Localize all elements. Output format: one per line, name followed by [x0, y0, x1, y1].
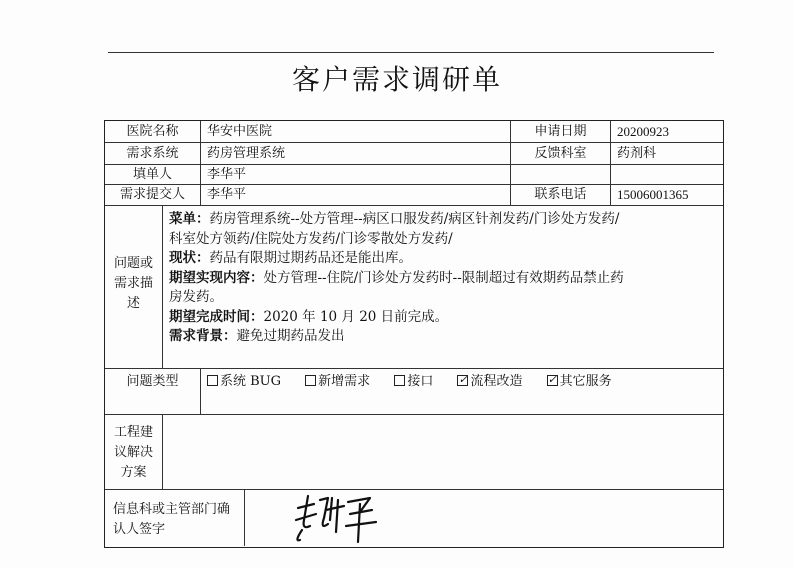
department-label: 反馈科室	[511, 143, 611, 165]
option-process-change[interactable]: ✓ 流程改造	[457, 374, 532, 389]
status-text: 药品有限期过期药品还是能出库。	[209, 250, 412, 266]
checkbox-icon[interactable]	[207, 375, 218, 386]
deadline-text: 2020 年 10 月 20 日前完成。	[263, 308, 449, 325]
engineer-label-line: 方案	[120, 465, 147, 480]
option-new-requirement[interactable]: 新增需求	[305, 374, 380, 389]
issue-type-label: 问题类型	[105, 369, 201, 415]
checkbox-icon[interactable]	[305, 375, 316, 386]
background-text: 避免过期药品发出	[236, 328, 345, 344]
checked-checkbox-icon[interactable]	[457, 375, 468, 386]
confirm-label-line: 认人签字	[113, 522, 166, 537]
requirement-form-table	[104, 120, 724, 548]
phone-label: 联系电话	[511, 185, 611, 206]
menu-text-line: 药房管理系统--处方管理--病区口服发药/病区针剂发药/门诊处方发药/	[209, 211, 620, 227]
hospital-name-label: 医院名称	[105, 121, 201, 143]
empty-cell	[611, 165, 723, 185]
header-rule	[108, 52, 714, 53]
apply-date-label: 申请日期	[511, 121, 611, 143]
engineer-label-line: 议解决	[113, 445, 153, 460]
phone-value: 15006001365	[611, 185, 723, 206]
option-other-service[interactable]: ✓ 其它服务	[547, 374, 622, 389]
engineer-label-line: 工程建	[113, 425, 153, 440]
description-label	[105, 206, 163, 369]
expect-text-line: 房发药。	[169, 289, 223, 305]
description-content	[163, 206, 723, 369]
deadline-label: 期望完成时间：	[169, 308, 264, 325]
confirm-label	[105, 490, 245, 546]
form-title: 客户需求调研单	[291, 63, 502, 96]
option-system-bug[interactable]: 系统 BUG	[207, 374, 291, 389]
expect-label: 期望实现内容：	[169, 269, 264, 286]
confirm-label-line: 信息科或主管部门确	[113, 502, 231, 517]
checked-checkbox-icon[interactable]	[547, 375, 558, 386]
expect-text-line: 处方管理--住院/门诊处方发药时--限制超过有效期药品禁止药	[263, 269, 624, 286]
checkbox-icon[interactable]	[394, 375, 405, 386]
submitter-value: 李华平	[201, 185, 511, 206]
background-label: 需求背景：	[169, 328, 237, 344]
status-label: 现状：	[169, 250, 210, 266]
handwritten-signature	[290, 490, 390, 550]
description-label-line: 需求描	[113, 276, 153, 291]
filler-label: 填单人	[105, 165, 201, 185]
system-value: 药房管理系统	[201, 143, 511, 165]
apply-date-value: 20200923	[611, 121, 723, 143]
issue-type-options	[201, 369, 723, 415]
submitter-label: 需求提交人	[105, 185, 201, 206]
description-label-line: 问题或	[113, 256, 153, 271]
menu-label: 菜单：	[169, 211, 210, 227]
engineer-label	[105, 415, 163, 490]
option-interface[interactable]: 接口	[394, 374, 443, 389]
empty-cell	[511, 165, 611, 185]
system-label: 需求系统	[105, 143, 201, 165]
department-value: 药剂科	[611, 143, 723, 165]
hospital-name-value: 华安中医院	[201, 121, 511, 143]
engineer-solution-field	[163, 415, 723, 490]
menu-text-line: 科室处方领药/住院处方发药/门诊零散处方发药/	[169, 230, 453, 247]
description-label-line: 述	[126, 296, 140, 311]
filler-value: 李华平	[201, 165, 511, 185]
